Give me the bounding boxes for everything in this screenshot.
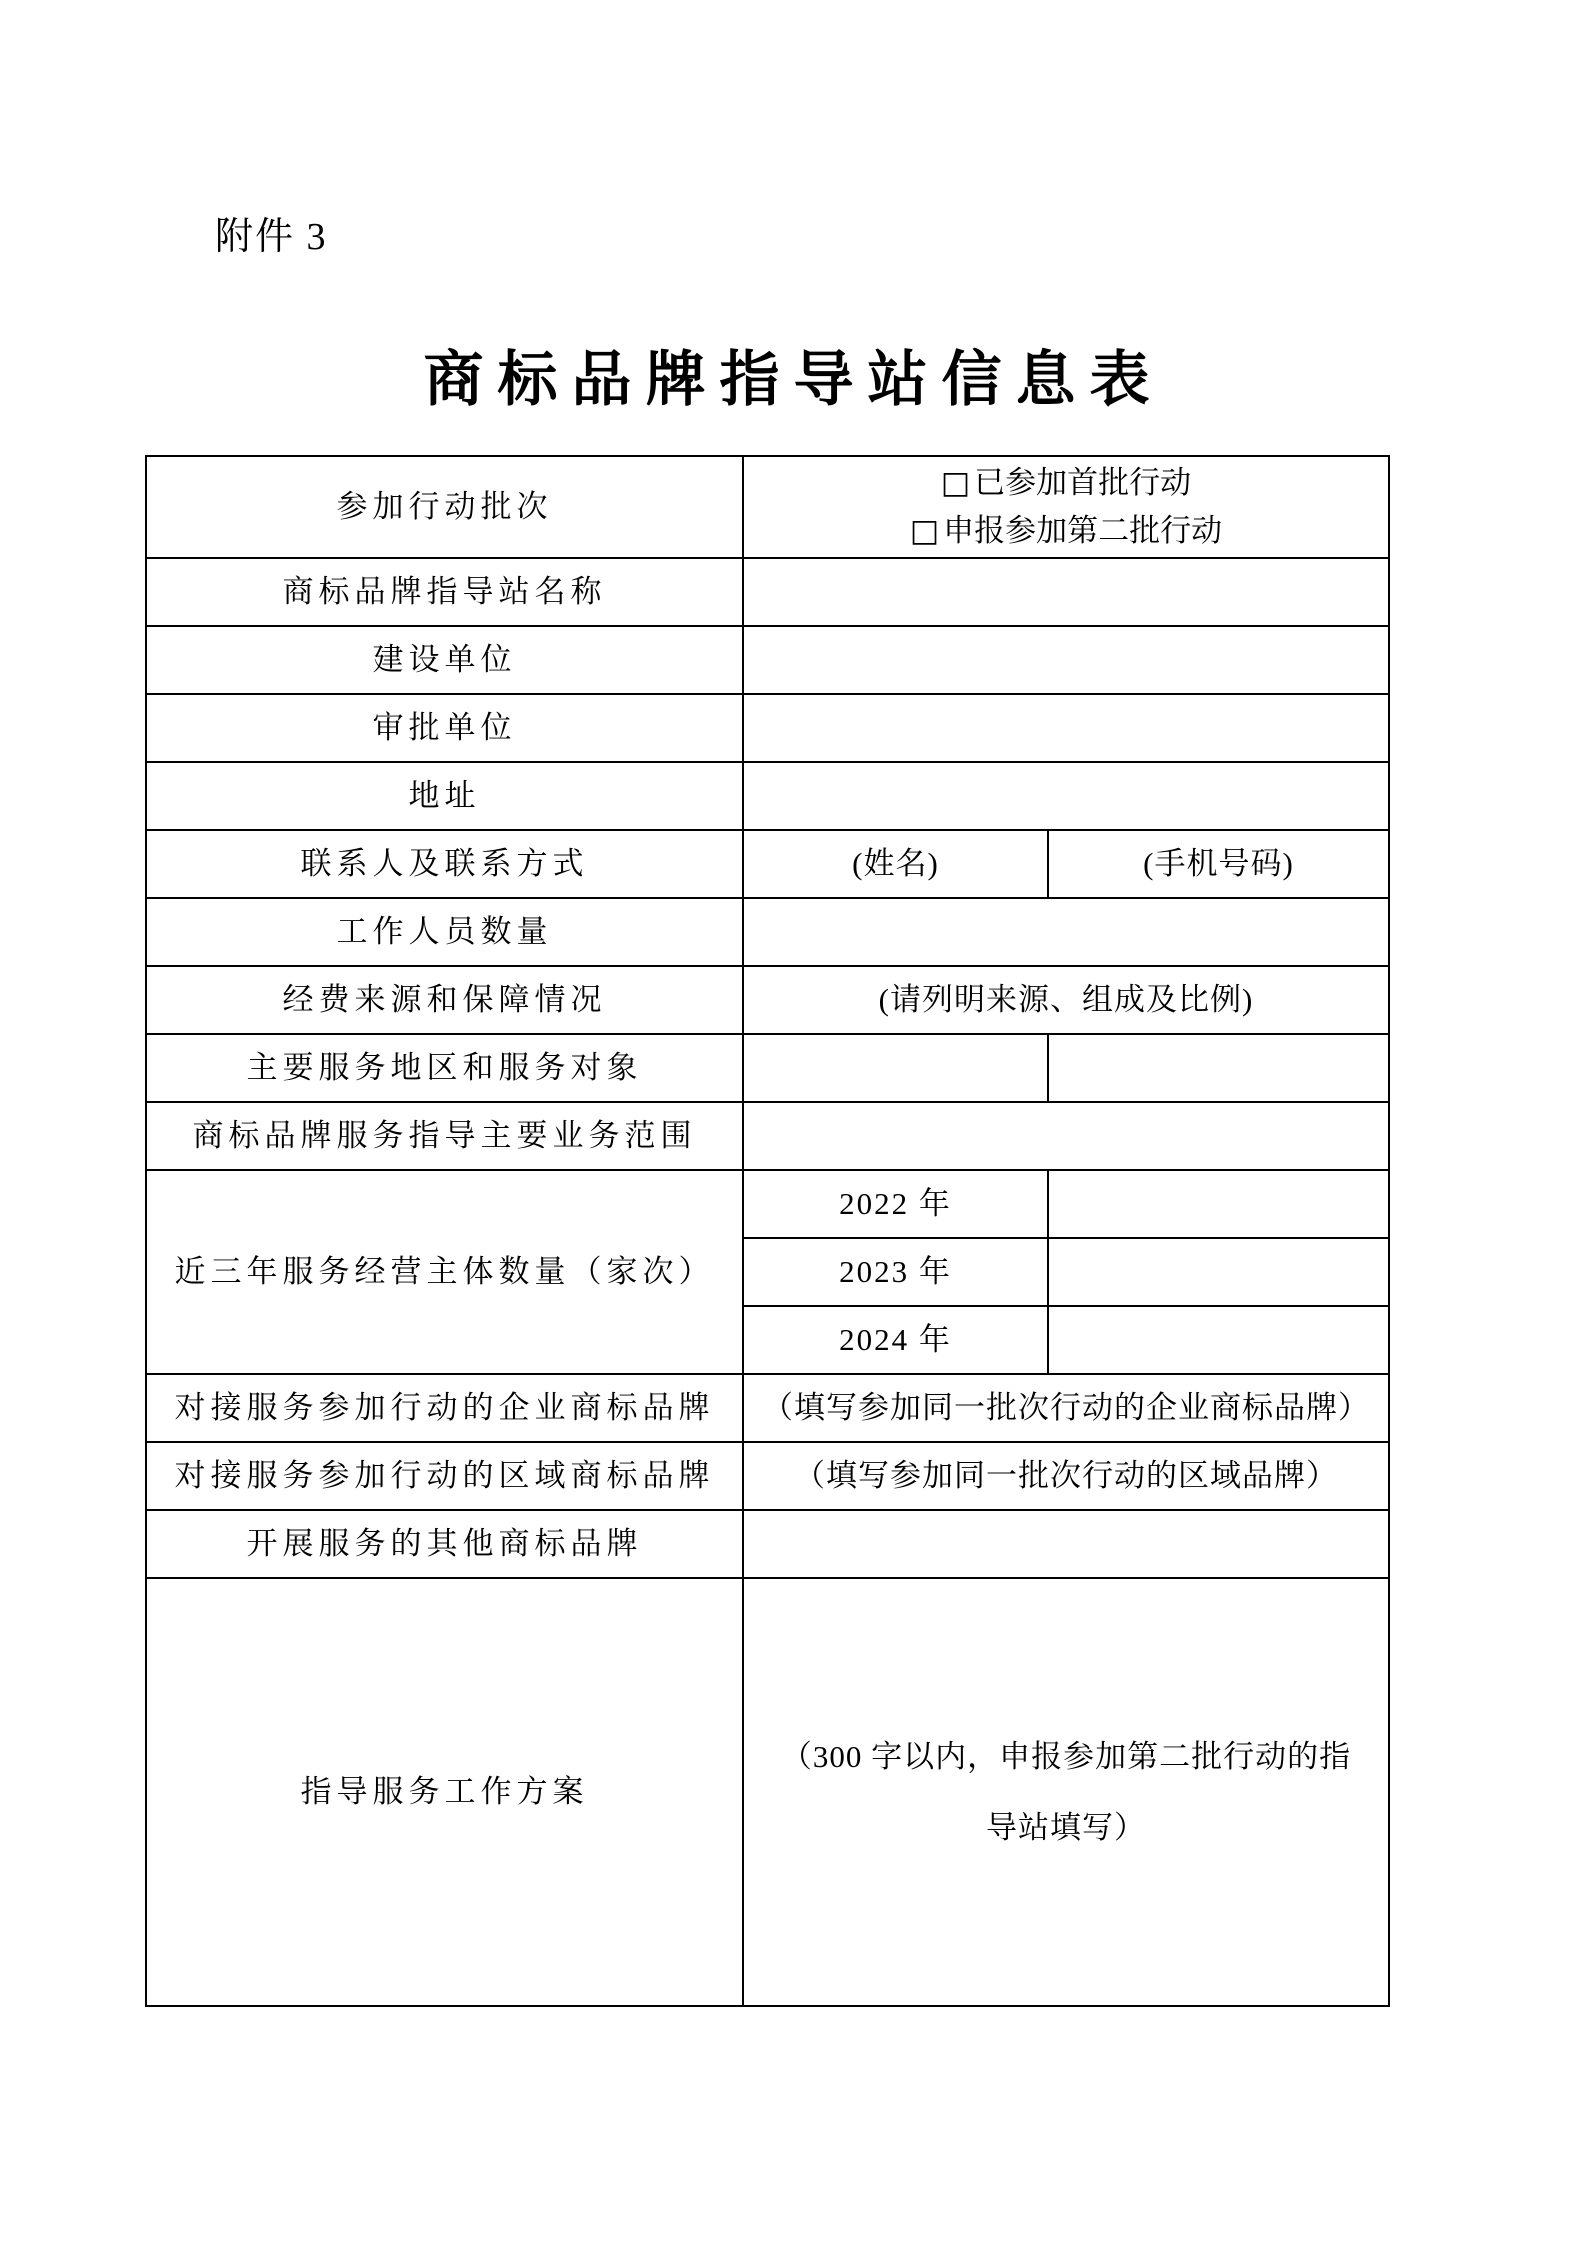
table-row: [146, 626, 1389, 694]
contact-label: 联系人及联系方式: [146, 830, 743, 898]
year-2024-input-cell[interactable]: [1048, 1306, 1389, 1374]
service-area-right-input-cell[interactable]: [1048, 1034, 1389, 1102]
approver-input-cell[interactable]: [743, 694, 1389, 762]
station-name-input-cell[interactable]: [743, 558, 1389, 626]
business-scope-input-cell[interactable]: [743, 1102, 1389, 1170]
builder-label: 建设单位: [146, 626, 743, 694]
batch-option-first: [754, 459, 1378, 507]
address-label: 地址: [146, 762, 743, 830]
year-2024-label: [743, 1306, 1048, 1374]
table-row: [146, 1578, 1389, 2006]
three-years-label: 近三年服务经营主体数量（家次）: [146, 1170, 743, 1374]
contact-name-input-cell[interactable]: (姓名): [743, 830, 1048, 898]
table-row: [146, 762, 1389, 830]
page-title: 商标品牌指导站信息表: [423, 345, 1164, 415]
year-2023-label: [743, 1238, 1048, 1306]
enterprise-brands-input-cell[interactable]: （填写参加同一批次行动的企业商标品牌）: [743, 1374, 1389, 1442]
batch-option-second: [754, 507, 1378, 555]
batch-label: 参加行动批次: [146, 456, 743, 558]
business-scope-label: 商标品牌服务指导主要业务范围: [146, 1102, 743, 1170]
regional-brands-label: 对接服务参加行动的区域商标品牌: [146, 1442, 743, 1510]
table-row: [146, 456, 1389, 558]
station-name-label: 商标品牌指导站名称: [146, 558, 743, 626]
year-2023-text: 2023 年: [839, 1253, 952, 1289]
table-row: [146, 1170, 1389, 1238]
other-brands-label: 开展服务的其他商标品牌: [146, 1510, 743, 1578]
staff-count-input-cell[interactable]: [743, 898, 1389, 966]
batch-option-second-label: 申报参加第二批行动: [943, 513, 1223, 548]
work-plan-input-cell[interactable]: （300 字以内，申报参加第二批行动的指导站填写）: [743, 1578, 1389, 2006]
table-row: [146, 1442, 1389, 1510]
service-area-label: 主要服务地区和服务对象: [146, 1034, 743, 1102]
contact-phone-input-cell[interactable]: (手机号码): [1048, 830, 1389, 898]
work-plan-label: 指导服务工作方案: [146, 1578, 743, 2006]
other-brands-input-cell[interactable]: [743, 1510, 1389, 1578]
attachment-label: 附件 3: [215, 216, 328, 258]
table-row: [146, 1510, 1389, 1578]
funding-input-cell[interactable]: (请列明来源、组成及比例): [743, 966, 1389, 1034]
table-row: [146, 1034, 1389, 1102]
year-2022-input-cell[interactable]: [1048, 1170, 1389, 1238]
staff-count-label: 工作人员数量: [146, 898, 743, 966]
address-input-cell[interactable]: [743, 762, 1389, 830]
table-row: [146, 558, 1389, 626]
table-row: [146, 966, 1389, 1034]
info-table: [145, 455, 1390, 2007]
year-2023-input-cell[interactable]: [1048, 1238, 1389, 1306]
batch-options-cell: [743, 456, 1389, 558]
year-2022-label: [743, 1170, 1048, 1238]
builder-input-cell[interactable]: [743, 626, 1389, 694]
checkbox-icon[interactable]: □: [909, 513, 940, 549]
checkbox-icon[interactable]: □: [940, 465, 971, 501]
regional-brands-input-cell[interactable]: （填写参加同一批次行动的区域品牌）: [743, 1442, 1389, 1510]
service-area-left-input-cell[interactable]: [743, 1034, 1048, 1102]
table-row: [146, 1102, 1389, 1170]
table-row: [146, 898, 1389, 966]
year-2022-text: 2022 年: [839, 1185, 952, 1221]
table-row: [146, 830, 1389, 898]
table-row: [146, 694, 1389, 762]
approver-label: 审批单位: [146, 694, 743, 762]
table-row: [146, 1374, 1389, 1442]
funding-label: 经费来源和保障情况: [146, 966, 743, 1034]
enterprise-brands-label: 对接服务参加行动的企业商标品牌: [146, 1374, 743, 1442]
batch-option-first-label: 已参加首批行动: [974, 465, 1192, 500]
year-2024-text: 2024 年: [839, 1321, 952, 1357]
